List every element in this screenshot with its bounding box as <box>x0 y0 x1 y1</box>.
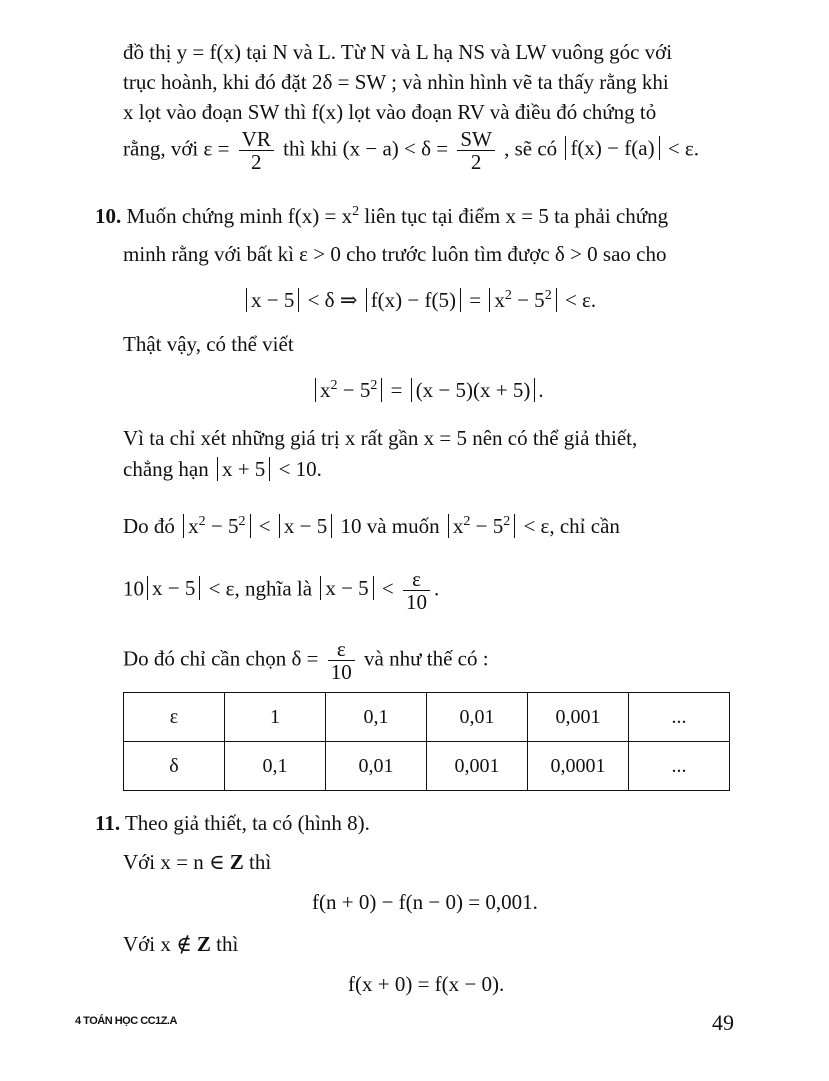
table-cell: 1 <box>225 693 326 742</box>
exponent: 2 <box>503 514 511 529</box>
text: . <box>434 576 440 601</box>
text: , sẽ có <box>504 136 558 161</box>
formula-line <box>123 638 489 683</box>
numerator: VR <box>239 128 274 151</box>
formula-line <box>123 128 699 173</box>
text: < <box>381 576 394 601</box>
absolute-value: f(x) − f(a) <box>565 136 659 160</box>
table-cell: ... <box>629 693 730 742</box>
absolute-value <box>315 378 382 402</box>
text: Muốn chứng minh f(x) = x <box>126 204 353 228</box>
exponent: 2 <box>352 204 360 219</box>
fraction <box>457 128 495 173</box>
text-line <box>123 455 322 483</box>
table-cell: 0,001 <box>427 742 528 791</box>
absolute-value <box>489 288 556 312</box>
text: < ε, nghĩa là <box>208 576 313 601</box>
numerator: ε <box>403 568 430 591</box>
fraction <box>239 128 274 173</box>
text: 10 và muốn <box>340 514 440 538</box>
text: x <box>320 378 331 402</box>
section-number: 11. <box>95 811 121 835</box>
table-cell: 0,1 <box>326 693 427 742</box>
text: thì khi (x − a) < δ = <box>283 136 449 161</box>
table-cell: ε <box>124 693 225 742</box>
fraction <box>328 638 355 683</box>
text: = <box>390 378 403 402</box>
text: < ε. <box>564 288 597 312</box>
integer-set: Z <box>229 850 244 874</box>
exponent: 2 <box>504 288 512 303</box>
text: < ε, chỉ cần <box>523 514 620 538</box>
absolute-value: (x − 5)(x + 5) <box>411 378 536 402</box>
exponent: 2 <box>238 514 246 529</box>
text: thì <box>210 932 239 956</box>
absolute-value: x + 5 <box>217 457 270 481</box>
exponent: 2 <box>544 288 552 303</box>
table-cell: ... <box>629 742 730 791</box>
text: x <box>494 288 505 312</box>
text: − 5 <box>205 514 239 538</box>
numerator: SW <box>457 128 495 151</box>
table-cell: 0,01 <box>427 693 528 742</box>
text-line: Thật vậy, có thể viết <box>123 332 294 356</box>
text-line: Vì ta chỉ xét những giá trị x rất gần x = 5 nên có thể giả thiết, <box>123 426 638 450</box>
exponent: 2 <box>463 514 471 529</box>
section-11-line <box>95 809 370 837</box>
table-cell: 0,0001 <box>528 742 629 791</box>
absolute-value: x − 5 <box>246 288 299 312</box>
text: < <box>258 514 271 538</box>
text: x <box>188 514 199 538</box>
formula-line <box>243 286 596 314</box>
text: < δ ⇒ <box>307 288 358 312</box>
absolute-value <box>448 514 515 538</box>
exponent: 2 <box>198 514 206 529</box>
denominator: 2 <box>470 150 482 174</box>
text: = <box>469 288 482 312</box>
formula-line <box>123 512 620 540</box>
exponent: 2 <box>330 378 338 393</box>
formula-line <box>312 376 544 404</box>
absolute-value: x − 5 <box>147 576 200 600</box>
text-line: minh rằng với bất kì ε > 0 cho trước luôn tìm được δ > 0 sao cho <box>123 242 667 266</box>
footer-source: 4 TOÁN HỌC CC1Z.A <box>75 1015 177 1027</box>
table-row-epsilon <box>124 693 730 742</box>
text: 10 <box>123 576 144 601</box>
text: rằng, với ε = <box>123 136 230 161</box>
table-row-delta <box>124 742 730 791</box>
text-line <box>123 848 271 876</box>
section-number: 10. <box>95 204 122 228</box>
text-line <box>123 930 238 958</box>
text: < 10. <box>278 457 322 481</box>
absolute-value: f(x) − f(5) <box>366 288 461 312</box>
text: Theo giả thiết, ta có (hình 8). <box>124 811 370 835</box>
exponent: 2 <box>370 378 378 393</box>
text: − 5 <box>511 288 545 312</box>
absolute-value: x − 5 <box>320 576 373 600</box>
table-cell: 0,001 <box>528 693 629 742</box>
section-10-line <box>95 202 668 230</box>
denominator: 2 <box>251 150 262 174</box>
absolute-value: x − 5 <box>279 514 332 538</box>
text-line: đồ thị y = f(x) tại N và L. Từ N và L hạ NS và LW vuông góc với <box>123 40 673 64</box>
page-number: 49 <box>712 1010 734 1035</box>
denominator: 10 <box>406 590 428 614</box>
denominator: 10 <box>330 660 352 684</box>
table-cell: δ <box>124 742 225 791</box>
text: − 5 <box>470 514 504 538</box>
formula-line: f(x + 0) = f(x − 0). <box>348 972 505 996</box>
text: x <box>452 514 464 538</box>
text: < ε. <box>667 136 699 161</box>
text: chẳng hạn <box>123 457 209 481</box>
text-line: trục hoành, khi đó đặt 2δ = SW ; và nhìn hình vẽ ta thấy rằng khi <box>123 70 669 94</box>
text: Do đó <box>123 514 175 538</box>
numerator: ε <box>328 638 355 661</box>
text: và như thế có : <box>364 646 489 671</box>
epsilon-delta-table <box>123 692 730 791</box>
table-cell: 0,1 <box>225 742 326 791</box>
text: − 5 <box>337 378 371 402</box>
text: liên tục tại điểm x = 5 ta phải chứng <box>364 204 669 228</box>
integer-set: Z <box>196 932 211 956</box>
text-line: x lọt vào đoạn SW thì f(x) lọt vào đoạn RV và điều đó chứng tỏ <box>123 100 657 124</box>
text: Với x = n ∈ <box>123 850 230 874</box>
formula-line <box>123 568 439 613</box>
formula-line: f(n + 0) − f(n − 0) = 0,001. <box>312 890 538 914</box>
absolute-value <box>183 514 250 538</box>
table-cell: 0,01 <box>326 742 427 791</box>
text: . <box>538 378 544 402</box>
text: thì <box>243 850 272 874</box>
text: Với x ∉ <box>123 932 197 956</box>
fraction <box>403 568 430 613</box>
text: Do đó chỉ cần chọn δ = <box>123 646 319 671</box>
